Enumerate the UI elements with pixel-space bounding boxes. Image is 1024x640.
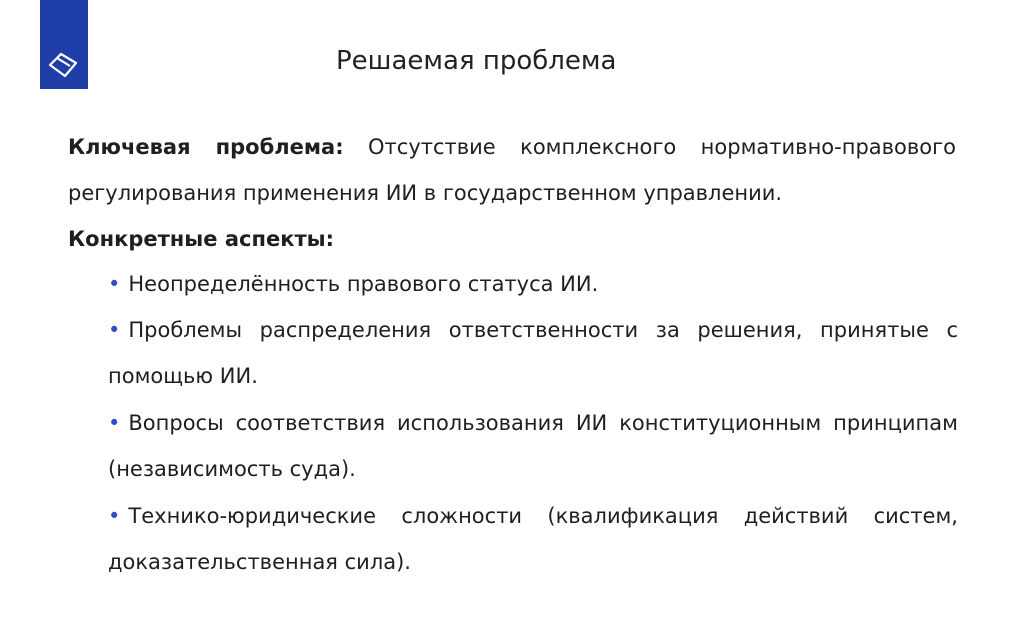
bullet-icon: •: [108, 272, 121, 296]
list-item-text: Неопределённость правового статуса ИИ.: [128, 272, 599, 296]
list-item: [108, 261, 958, 307]
open-book-icon: [47, 51, 79, 79]
list-item-text: Вопросы соответствия использования ИИ конституционным принципам (независимость суда).: [108, 411, 958, 481]
list-item-text: Проблемы распределения ответственности за решения, принятые с помощью ИИ.: [108, 318, 958, 388]
key-problem-text: Отсутствие комплексного нормативно-правового регулирования применения ИИ в государственном управлении.: [68, 135, 956, 205]
bullet-icon: •: [108, 504, 121, 528]
logo-badge: [40, 0, 88, 89]
slide-title: Решаемая проблема: [336, 46, 617, 76]
key-problem-label: Ключевая проблема:: [68, 135, 344, 159]
list-item: [108, 400, 958, 492]
bullet-icon: •: [108, 318, 121, 342]
bullet-icon: •: [108, 411, 121, 435]
list-item: [108, 493, 958, 585]
aspects-heading: Конкретные аспекты:: [68, 227, 335, 251]
key-problem-paragraph: [68, 124, 956, 216]
list-item-text: Технико-юридические сложности (квалификация действий систем, доказательственная сила).: [108, 504, 958, 574]
list-item: [108, 307, 958, 399]
